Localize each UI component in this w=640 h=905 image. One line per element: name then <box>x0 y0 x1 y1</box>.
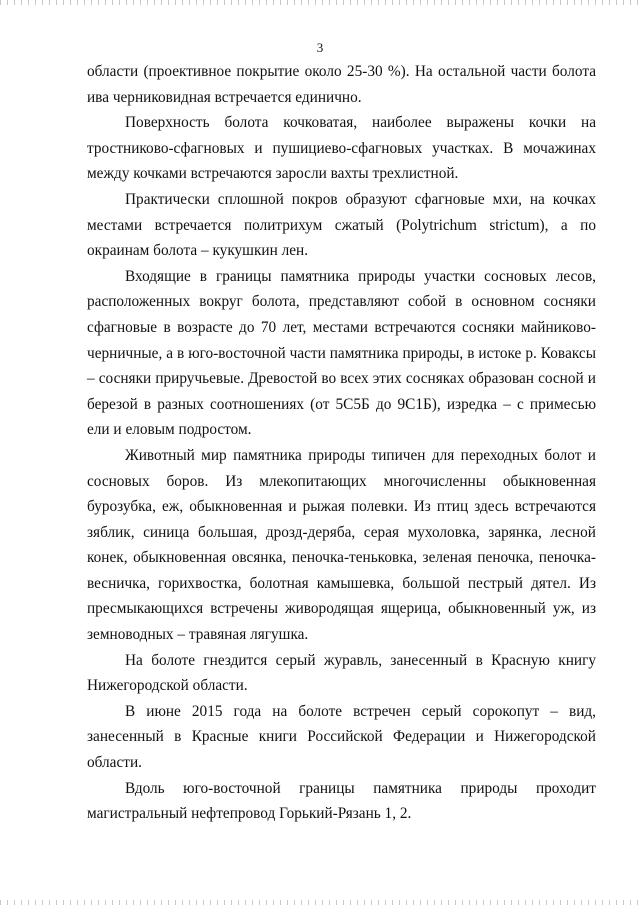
paragraph-pipeline: Вдоль юго-восточной границы памятника природы проходит магистральный нефтепровод Горький-Рязань 1, 2. <box>87 779 596 823</box>
paragraph-crane: На болоте гнездится серый журавль, занесенный в Красную книгу Нижегородской области. <box>87 651 596 695</box>
paragraph-fauna: Животный мир памятника природы типичен для переходных болот и сосновых боров. Из млекопитающих многочисленны обыкновенная бурозубка, еж, обыкновенная и рыжая полевки. Из птиц здесь встречаются зяблик, синица большая, дрозд-деряба, серая мухоловка, зарянка, лесной конек, обыкновенная овсянка, пеночка-теньковка, зеленая пеночка, пеночка-весничка, горихвостка, болотная камышевка, большой пестрый дятел. Из пресмыкающихся встречены живородящая ящерица, обыкновенный уж, из земноводных – травяная лягушка. <box>87 446 596 644</box>
paragraph-moss-cover: Практически сплошной покров образуют сфагновые мхи, на кочках местами встречается политрихум сжатый (Polytrichum strictum), а по окраинам болота – кукушкин лен. <box>87 190 596 260</box>
document-body <box>87 59 596 827</box>
paragraph-pine-forests: Входящие в границы памятника природы участки сосновых лесов, расположенных вокруг болота, представляют собой в основном сосняки сфагновые в возрасте до 70 лет, местами встречаются сосняки майниково-черничные, а в юго-восточной части памятника природы, в истоке р. Ковaксы – сосняки приручьевые. Древостой во всех этих сосняках образован сосной и березой в разных соотношениях (от 5С5Б до 9С1Б), изредка – с примесью ели и еловым подростом. <box>87 267 596 439</box>
scan-edge-top <box>0 0 640 5</box>
scan-edge-bottom <box>0 900 640 905</box>
paragraph-shrike: В июне 2015 года на болоте встречен серый сорокопут – вид, занесенный в Красные книги Российской Федерации и Нижегородской области. <box>87 702 596 772</box>
paragraph-continuation: области (проективное покрытие около 25-30 %). На остальной части болота ива черниковидная встречается единично. <box>87 63 596 106</box>
page-number: 3 <box>316 40 324 55</box>
paragraph-bog-surface: Поверхность болота кочковатая, наиболее выражены кочки на тростниково-сфагновых и пушициево-сфагновых участках. В мочажинах между кочками встречаются заросли вахты трехлистной. <box>87 114 596 183</box>
